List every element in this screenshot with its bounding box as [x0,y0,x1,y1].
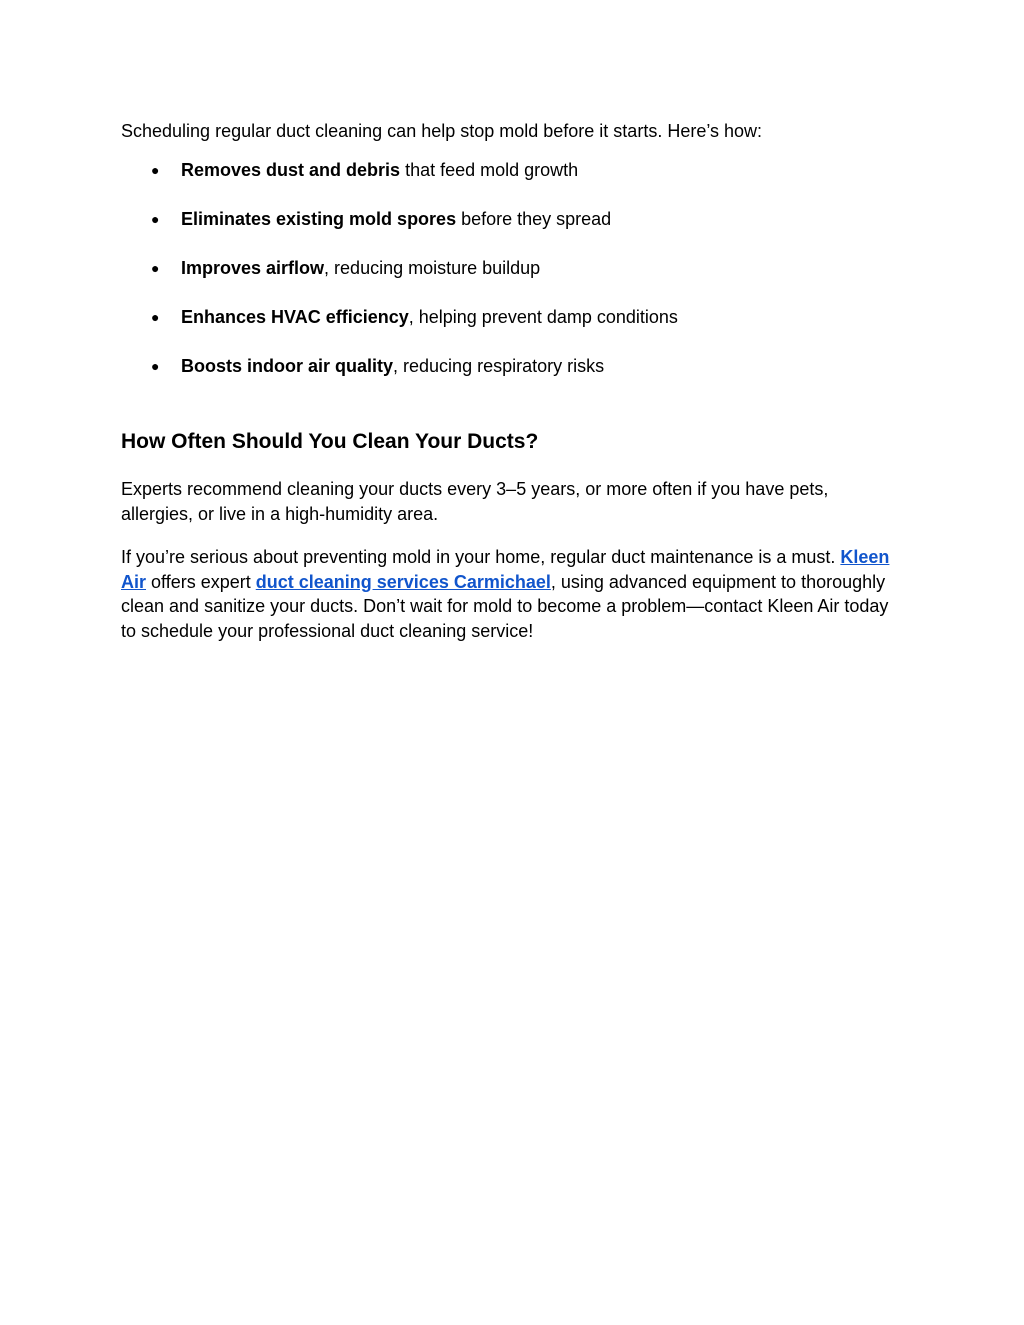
bullet-bold-text: Eliminates existing mold spores [181,209,457,229]
bullet-text: before they spread [456,209,612,229]
list-item [121,304,901,330]
bullet-text: , reducing moisture buildup [324,258,541,278]
section-heading: How Often Should You Clean Your Ducts? [121,430,539,453]
list-item [121,206,901,232]
document-page [121,118,901,643]
bullet-icon: ● [151,358,160,374]
closing-text-2: offers expert [146,571,256,592]
bullet-bold-text: Improves airflow [181,258,325,278]
closing-text-3: , using advanced equipment to thoroughly clean and sanitize your ducts. Don’t wait for mold to become a problem—contact Kleen Air today to schedule your professional duct cleaning service! [121,571,889,641]
bullet-text: , helping prevent damp conditions [408,307,678,327]
duct-cleaning-services-link[interactable]: duct cleaning services Carmichael [255,571,551,592]
frequency-paragraph: Experts recommend cleaning your ducts every 3–5 years, or more often if you have pets, allergies, or live in a high-humidity area. [121,479,829,524]
bullet-bold-text: Enhances HVAC efficiency [181,307,409,327]
bullet-icon: ● [151,162,160,178]
benefits-list [121,157,901,379]
closing-text-1: If you’re serious about preventing mold in your home, regular duct maintenance is a must. [121,547,841,567]
bullet-text: that feed mold growth [400,160,579,180]
bullet-icon: ● [151,260,160,276]
kleen-air-link[interactable]: Kleen Air [121,547,890,592]
bullet-bold-text: Boosts indoor air quality [181,356,394,376]
bullet-icon: ● [151,211,160,227]
closing-paragraph [121,545,901,643]
intro-paragraph: Scheduling regular duct cleaning can help stop mold before it starts. Here’s how: [121,121,763,141]
bullet-text: , reducing respiratory risks [393,356,605,376]
list-item [121,353,901,379]
list-item [121,255,901,281]
list-item [121,157,901,183]
bullet-bold-text: Removes dust and debris [181,160,401,180]
bullet-icon: ● [151,309,160,325]
